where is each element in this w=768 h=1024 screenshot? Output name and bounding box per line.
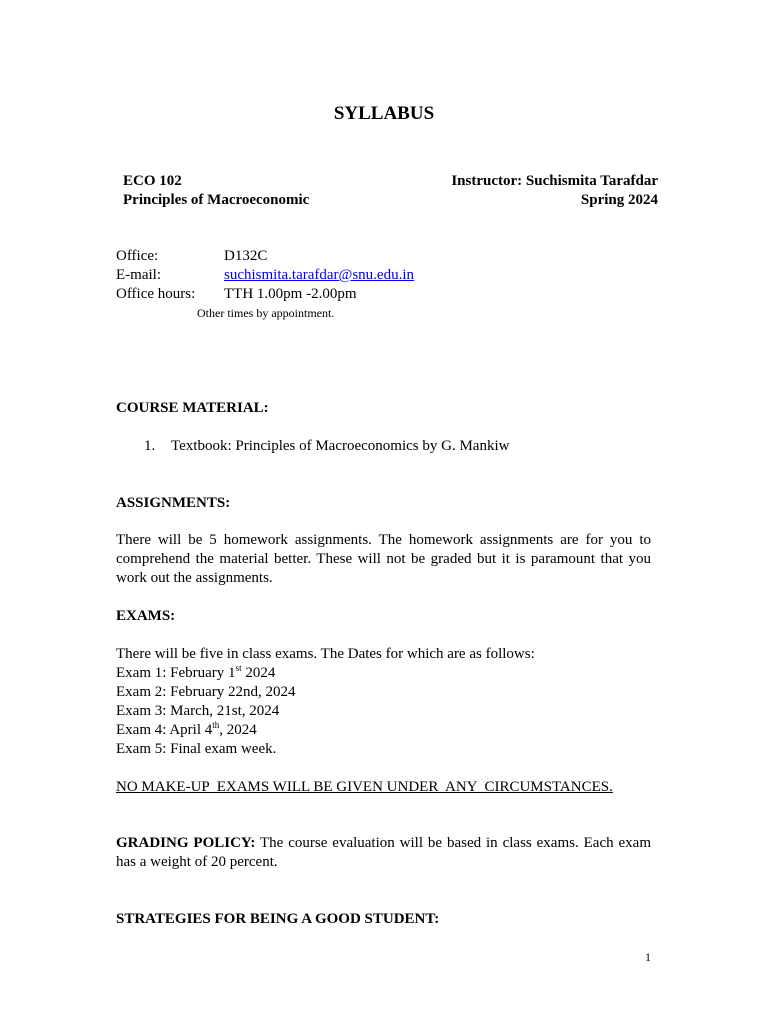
strategies-heading: STRATEGIES FOR BEING A GOOD STUDENT:	[116, 911, 440, 927]
assignments-paragraph: There will be 5 homework assignments. The homework assignments are for you to comprehend the material better. These will not be graded but it is paramount that you work out the assignments.	[116, 532, 651, 586]
exam-4-ordinal: th	[212, 720, 220, 730]
grading-policy-label: GRADING POLICY:	[116, 835, 256, 851]
exam-4-date	[116, 721, 257, 740]
exams-heading: EXAMS:	[116, 608, 176, 624]
office-hours-label: Office hours:	[116, 286, 196, 302]
exam-1-suffix: 2024	[241, 665, 276, 681]
course-material-heading: COURSE MATERIAL:	[116, 400, 269, 416]
course-code: ECO 102	[123, 173, 182, 189]
email-label: E-mail:	[116, 267, 161, 283]
appointment-note: Other times by appointment.	[197, 306, 335, 320]
office-label: Office:	[116, 248, 159, 264]
makeup-exam-notice: NO MAKE-UP EXAMS WILL BE GIVEN UNDER ANY CIRCUMSTANCES.	[116, 779, 613, 795]
page-title: SYLLABUS	[333, 103, 435, 124]
exam-1-date	[116, 664, 275, 683]
instructor-name: Instructor: Suchismita Tarafdar	[451, 173, 658, 189]
exam-4-suffix: , 2024	[219, 722, 257, 738]
exam-5-date: Exam 5: Final exam week.	[116, 741, 277, 757]
grading-policy-paragraph	[116, 834, 651, 872]
course-name: Principles of Macroeconomic	[123, 192, 310, 208]
exam-2-date: Exam 2: February 22nd, 2024	[116, 684, 296, 700]
office-value: D132C	[224, 248, 268, 264]
exam-3-date: Exam 3: March, 21st, 2024	[116, 703, 280, 719]
email-link[interactable]: suchismita.tarafdar@snu.edu.in	[224, 267, 415, 283]
material-item-number: 1.	[144, 438, 156, 454]
grading-policy-text: The course evaluation will be based in class exams. Each exam has a weight of 20 percent.	[116, 835, 651, 870]
page-number: 1	[645, 950, 651, 964]
exams-intro: There will be five in class exams. The Dates for which are as follows:	[116, 646, 535, 662]
course-term: Spring 2024	[580, 192, 658, 208]
exam-1-prefix: Exam 1: February 1	[116, 665, 236, 681]
exam-1-ordinal: st	[235, 663, 242, 673]
exam-4-prefix: Exam 4: April 4	[116, 722, 213, 738]
assignments-heading: ASSIGNMENTS:	[116, 495, 231, 511]
material-item-text: Textbook: Principles of Macroeconomics by G. Mankiw	[171, 438, 510, 454]
office-hours-value: TTH 1.00pm -2.00pm	[224, 286, 357, 302]
